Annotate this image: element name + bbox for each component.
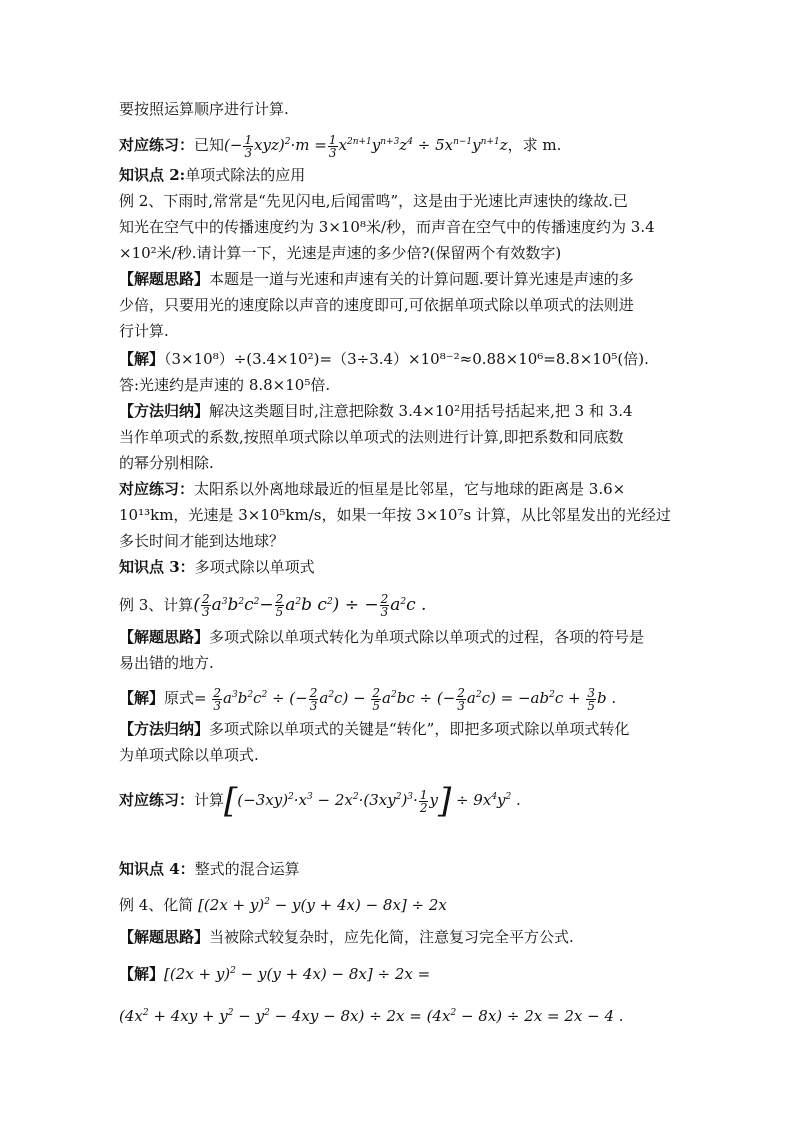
solution-3: 【解】原式= $\frac{2}{3}$ $a^3b^2c^2$ ÷ (− $\frac{2}{3}$ $a^2c$) − $\frac{2}{5}$ $a^2bc$ ÷ (− $\frac{2}{3}$ $a^2c) = -ab^2c$ + $\frac{3}{5}$ b . <box>119 685 617 713</box>
example-2-line-1: 例 2、下雨时,常常是“先见闪电,后闻雷鸣”，这是由于光速比声速快的缘故.已 <box>119 192 628 210</box>
knowledge-point-3: 知识点 3：多项式除以单项式 <box>119 558 315 576</box>
line-order-note <box>119 98 289 120</box>
formula-practice-1: (− $\frac{1}{3}$ xyz)$^2$·m = $\frac{1}{3}$ $x^{2n+1}y^{n+3}z^4 \div 5x^{n-1}y^{n+1}z$ <box>224 132 508 160</box>
solution-2-line-1: 【解】（3×10⁸）÷(3.4×10²)=（3÷3.4）×10⁸⁻²≈0.88×10⁶=8.8×10⁵(倍). <box>119 350 649 368</box>
formula-example-4: $[(2x + y)^2 - y(y + 4x) - 8x] \div 2x$ <box>193 896 447 914</box>
kp-title: 单项式除法的应用 <box>185 166 306 184</box>
knowledge-point-2 <box>119 164 305 186</box>
practice-label: 对应练习： <box>119 136 195 154</box>
text: 已知 <box>194 136 225 154</box>
formula-practice-3: [$(-3xy)^2\cdot x^3 - 2x^2\cdot(3xy^2)^3\cdot$ $\frac{1}{2}$ $y] \div 9x^4y^2$ . <box>224 781 521 821</box>
knowledge-point-4: 知识点 4：整式的混合运算 <box>119 860 300 878</box>
solution-4-line-2 <box>119 1002 624 1027</box>
method-2-line-2: 当作单项式的系数,按照单项式除以单项式的法则进行计算,即把系数和同底数 <box>119 428 624 446</box>
method-2-line-1: 【方法归纳】解决这类题目时,注意把除数 3.4×10²用括号括起来,把 3 和 3.4 <box>119 402 633 420</box>
practice-3: 对应练习：计算[$(-3xy)^2\cdot x^3 - 2x^2\cdot(3xy^2)^3\cdot$ $\frac{1}{2}$ $y] \div 9x^4y^2$ . <box>119 781 521 821</box>
formula-solution-4b: $(4x^2 + 4xy + y^2 - y^2 - 4xy - 8x) \div 2x = (4x^2 - 8x) \div 2x = 2x - 4$ . <box>119 1007 624 1025</box>
think-2-line-2: 少倍，只要用光的速度除以声音的速度即可,可依据单项式除以单项式的法则进 <box>119 296 634 314</box>
text: 要按照运算顺序进行计算. <box>119 100 289 118</box>
example-2-line-2: 知光在空气中的传播速度约为 3×10⁸米/秒，而声音在空气中的传播速度约为 3.4 <box>119 218 655 236</box>
formula-solution-4a: $[(2x + y)^2 - y(y + 4x) - 8x] \div 2x$ = <box>164 965 431 983</box>
formula-solution-3: = $\frac{2}{3}$ $a^3b^2c^2$ ÷ (− $\frac{2}{3}$ $a^2c$) − $\frac{2}{5}$ $a^2bc$ ÷ (− $\frac{2}{3}$ $a^2c) = -ab^2c$ + $\frac{3}{5}$ b . <box>194 685 617 713</box>
think-2-line-1: 【解题思路】本题是一道与光速和声速有关的计算问题.要计算光速是声速的多 <box>119 270 634 288</box>
practice-2-line-1: 对应练习：太阳系以外离地球最近的恒星是比邻星，它与地球的距离是 3.6× <box>119 480 626 498</box>
solution-4-line-1: 【解】$[(2x + y)^2 - y(y + 4x) - 8x] \div 2x$ = <box>119 965 431 983</box>
formula-example-3: ( $\frac{2}{3}$ $a^3b^2c^2-$ $\frac{2}{5}$ $a^2b$ $c^2$) ÷ − $\frac{2}{3}$ $a^2c$ . <box>193 592 427 619</box>
think-2-line-3: 行计算. <box>119 322 169 340</box>
kp-label: 知识点 2: <box>119 166 186 184</box>
example-2-line-3: ×10²米/秒.请计算一下，光速是声速的多少倍?(保留两个有效数字) <box>119 244 562 262</box>
method-3-line-2: 为单项式除以单项式. <box>119 746 259 764</box>
method-3-line-1: 【方法归纳】多项式除以单项式的关键是“转化”，即把多项式除以单项式转化 <box>119 720 630 738</box>
solution-2-line-2: 答:光速约是声速的 8.8×10⁵倍. <box>119 376 331 394</box>
practice-1 <box>119 131 561 159</box>
example-3: 例 3、计算( $\frac{2}{3}$ $a^3b^2c^2-$ $\frac{2}{5}$ $a^2b$ $c^2$) ÷ − $\frac{2}{3}$ $a^2c$ . <box>119 592 427 619</box>
text: ，求 m. <box>507 136 562 154</box>
think-4: 【解题思路】当被除式较复杂时，应先化简，注意复习完全平方公式. <box>119 928 574 946</box>
practice-2-line-3: 多长时间才能到达地球？ <box>119 532 285 550</box>
practice-2-line-2: 10¹³km，光速是 3×10⁵km/s，如果一年按 3×10⁷s 计算，从比邻星发出的光经过 <box>119 506 671 524</box>
example-4: 例 4、化简 $[(2x + y)^2 - y(y + 4x) - 8x] \div 2x$ <box>119 896 447 914</box>
think-3-line-2: 易出错的地方. <box>119 654 214 672</box>
think-3-line-1: 【解题思路】多项式除以单项式转化为单项式除以单项式的过程，各项的符号是 <box>119 628 645 646</box>
method-2-line-3: 的幂分别相除. <box>119 454 214 472</box>
